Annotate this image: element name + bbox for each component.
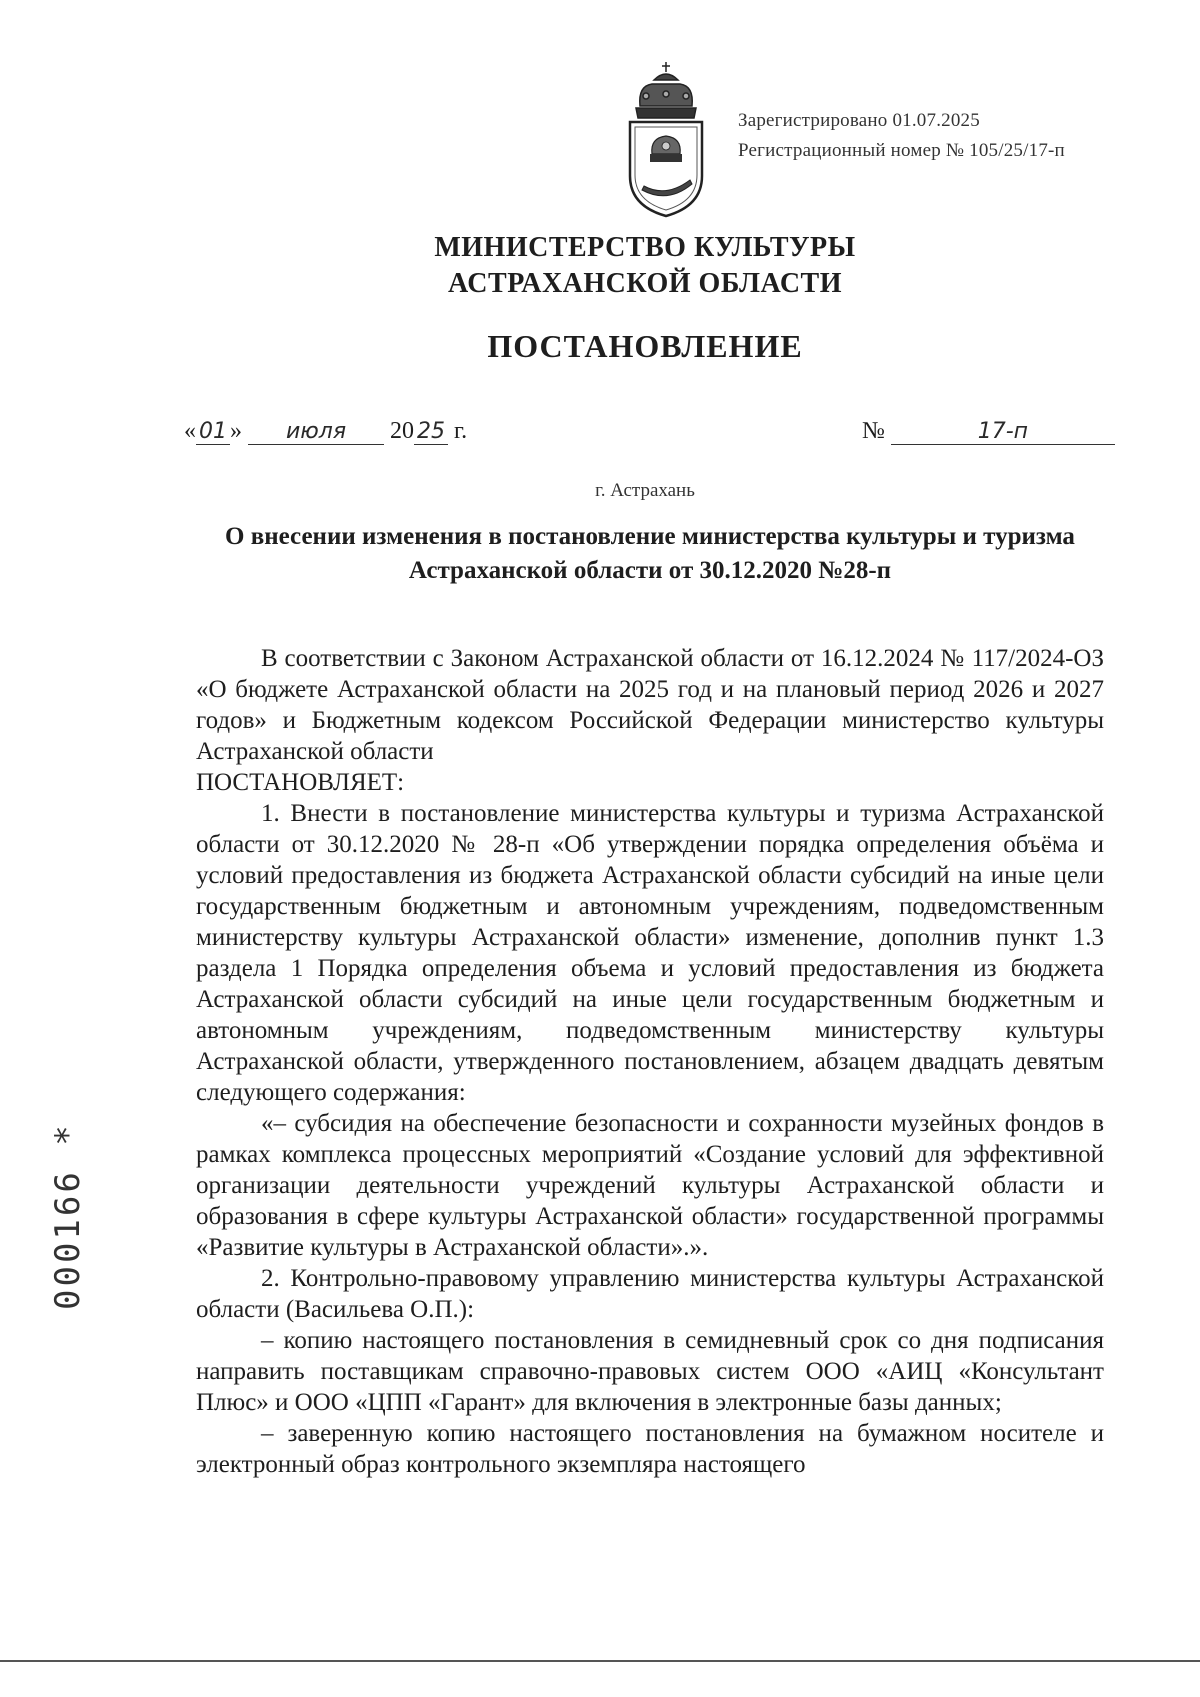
ministry-heading [0,230,1200,302]
document-date [184,418,467,445]
paragraph-preamble: В соответствии с Законом Астраханской области от 16.12.2024 № 117/2024-ОЗ «О бюджете Астраханской области на 2025 год и на плановый период 2026 и 2027 годов» и Бюджетным кодексом Российской Федерации министерство культуры Астраханской области [196,645,1104,765]
paragraph-bullet-1: – копию настоящего постановления в семидневный срок со дня подписания направить поставщикам справочно-правовых систем ООО «АИЦ «Консультант Плюс» и ООО «ЦПП «Гарант» для включения в электронные базы данных; [196,1327,1104,1416]
date-day: 01 [196,420,230,445]
coat-of-arms-emblem [616,58,716,220]
bottom-divider [0,1660,1200,1662]
paragraph-bullet-2: – заверенную копию настоящего постановления на бумажном носителе и электронный образ контрольного экземпляра настоящего [196,1420,1104,1478]
registration-stamp [738,106,1065,166]
registration-date: Зарегистрировано 01.07.2025 [738,110,980,131]
registration-number: Регистрационный номер № 105/25/17-п [738,140,1065,161]
side-serial-stamp: 000166 * [48,1122,88,1310]
date-open-quote: « [184,418,196,444]
paragraph-resolves: ПОСТАНОВЛЯЕТ: [196,769,405,796]
ministry-line-1: МИНИСТЕРСТВО КУЛЬТУРЫ [434,232,856,263]
number-sign: № [862,418,885,444]
city-name: г. Астрахань [595,480,695,501]
paragraph-item-1: 1. Внести в постановление министерства культуры и туризма Астраханской области от 30.12.2020 № 28-п «Об утверждении порядка определения объёма и условий предоставления из бюджета Астраханской области субсидий на иные цели государственным бюджетным и автономным учреждениям, подведомственным министерству культуры Астраханской области» изменение, дополнив пункт 1.3 раздела 1 Порядка определения объема и условий предоставления из бюджета Астраханской области субсидий на иные цели государственным бюджетным и автономным учреждениям, подведомственным министерству культуры Астраханской области, утвержденного постановлением, абзацем двадцать девятым следующего содержания: [196,800,1104,1106]
number-value: 17-п [891,420,1115,445]
paragraph-quoted-addition: «– субсидия на обеспечение безопасности и сохранности музейных фондов в рамках комплекса процессных мероприятий «Создание условий для эффективной организации деятельности учреждений культуры Астраханской области и образования в сфере культуры Астраханской области» государственной программы «Развитие культуры в Астраханской области».». [196,1110,1104,1261]
paragraph-item-2: 2. Контрольно-правовому управлению министерства культуры Астраханской области (Васильева О.П.): [196,1265,1104,1323]
document-body [196,643,1104,1480]
date-month: июля [248,420,384,445]
date-close-quote: » [230,418,242,444]
document-type-title: ПОСТАНОВЛЕНИЕ [487,328,803,364]
document-number [862,418,1115,445]
document-subject: О внесении изменения в постановление министерства культуры и туризма Астраханской области от 30.12.2020 №28-п [225,523,1075,584]
date-year-prefix: 20 [390,418,414,444]
ministry-line-2: АСТРАХАНСКОЙ ОБЛАСТИ [447,268,843,299]
date-year-abbrev: г. [454,418,468,444]
date-year-suffix: 25 [414,420,448,445]
